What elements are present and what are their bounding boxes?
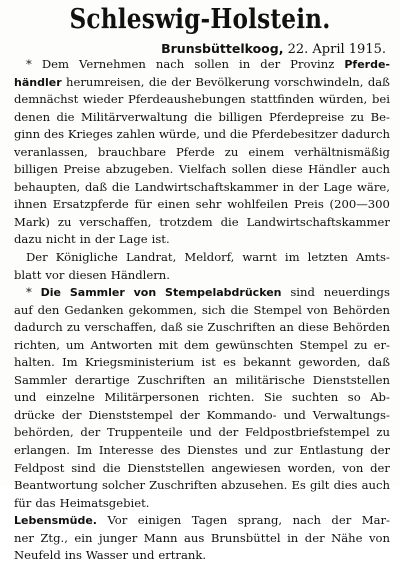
- text-line: Mark) zu verschaffen, trotzdem die Landwirtschaftskammer: [14, 214, 390, 229]
- text-line: veranlassen, brauchbare Pferde zu einem verhältnismäßig: [14, 144, 390, 159]
- text-line: und einzelne Militärpersonen richten. Sie suchten so Ab-: [14, 390, 390, 405]
- text-line: behaupten, daß die Landwirtschaftskammer in der Lage wäre,: [14, 179, 390, 194]
- dateline-date: 22. April 1915.: [287, 42, 386, 57]
- text-line: Feldpost sind die Dienststellen angewiesen worden, von der: [14, 460, 390, 475]
- text-line: dazu nicht in der Lage ist.: [14, 232, 170, 247]
- text-line: denen die Militärverwaltung die billigen Pferdepreise zu Be-: [14, 109, 390, 124]
- text-line: richten, um Antworten mit dem gewünschten Stempel zu er-: [14, 337, 390, 352]
- text-line: Beantwortung solcher Zuschriften abzusehen. Es gilt dies auch: [14, 478, 390, 493]
- text-line: ginn des Krieges zahlen würde, und die Pferdebesitzer dadurch: [14, 127, 390, 142]
- article-body: [14, 56, 390, 565]
- text-line: Der Königliche Landrat, Meldorf, warnt im letzten Amts-: [26, 250, 390, 265]
- text-line: blatt vor diesen Händlern.: [14, 267, 170, 282]
- text-line: ner Ztg., ein junger Mann aus Brunsbüttel in der Nähe von: [14, 530, 390, 545]
- text-line: Sammler derartige Zuschriften an militärische Dienststellen: [14, 372, 390, 387]
- text-line: * Die Sammler von Stempelabdrücken sind neuerdings: [26, 285, 390, 300]
- text-line: demnächst wieder Pferdeaushebungen stattfinden würden, bei: [14, 92, 390, 107]
- text-line: dadurch zu verschaffen, daß sie Zuschriften an diese Behörden: [14, 320, 390, 335]
- text-line: ihnen Ersatzpferde für einen sehr wohlfeilen Preis (200—300: [14, 197, 390, 212]
- text-line: Neufeld ins Wasser und ertrank.: [14, 548, 207, 563]
- text-line: halten. Im Kriegsministerium ist es bekannt geworden, daß: [14, 355, 390, 370]
- text-line: erlangen. Im Interesse des Dienstes und zur Entlastung der: [14, 443, 390, 458]
- text-line: drücke der Dienststempel der Kommando- und Verwaltungs-: [14, 407, 390, 422]
- text-line: billigen Preise abzugeben. Vielfach sollen diese Händler auch: [14, 162, 390, 177]
- headline: Schleswig-Holstein.: [69, 4, 331, 35]
- text-line: Lebensmüde. Vor einigen Tagen sprang, nach der Mar-: [14, 513, 390, 528]
- text-line: * Dem Vernehmen nach sollen in der Provinz Pferde-: [26, 57, 390, 71]
- dateline-place: Brunsbüttelkoog,: [161, 41, 284, 56]
- text-line: händler herumreisen, die der Bevölkerung vorschwindeln, daß: [14, 74, 390, 89]
- text-line: behörden, der Truppenteile und der Feldpostbriefstempel zu: [14, 425, 390, 440]
- text-line: für das Heimatsgebiet.: [14, 495, 150, 510]
- text-line: auf den Gedanken gekommen, sich die Stempel von Behörden: [14, 302, 390, 317]
